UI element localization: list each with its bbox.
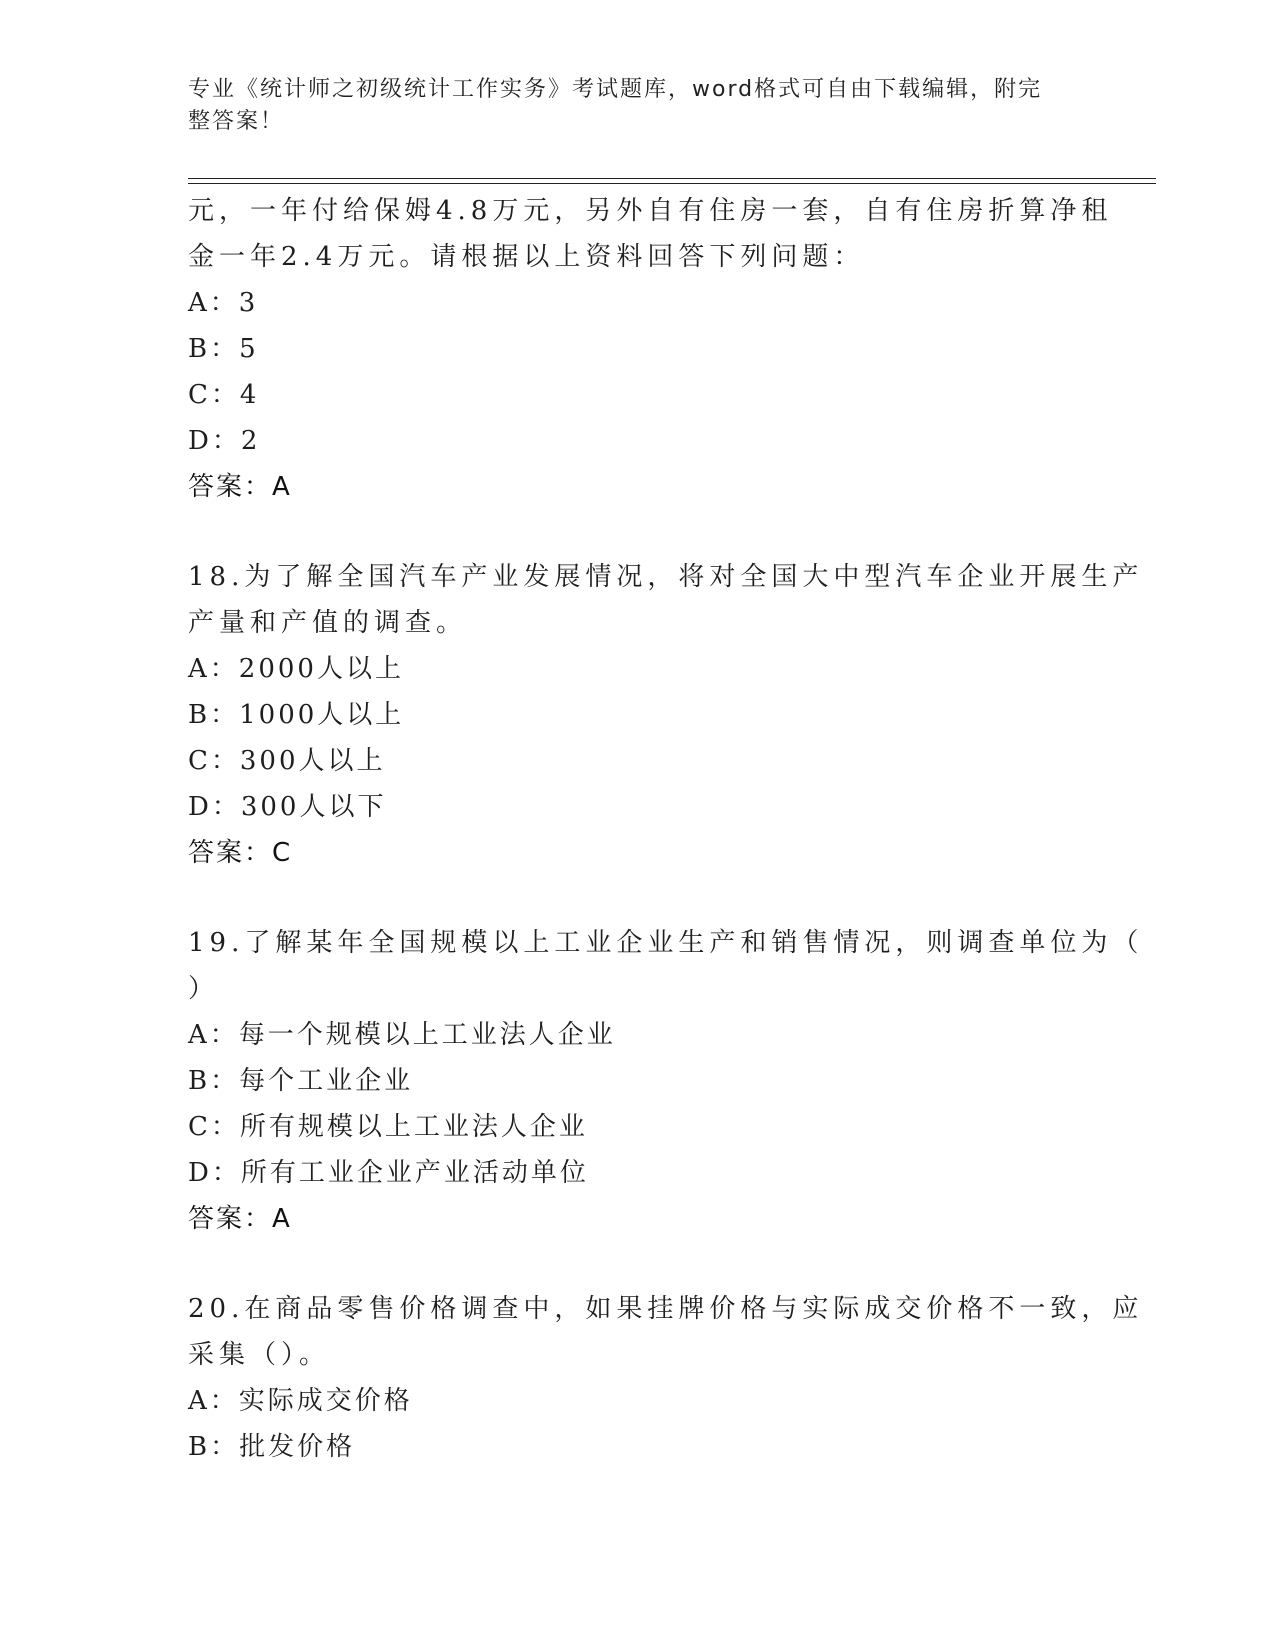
document-header	[188, 74, 1068, 138]
option-b: B：每个工业企业	[188, 1066, 414, 1096]
option-a: A：每一个规模以上工业法人企业	[188, 1020, 616, 1050]
option-b: B：1000人以上	[188, 700, 405, 730]
header-line-1: 专业《统计师之初级统计工作实务》考试题库，word格式可自由下载编辑，附完	[188, 77, 1043, 102]
question-stem-line: 20.在商品零售价格调查中，如果挂牌价格与实际成交价格不一致，应	[188, 1294, 1144, 1324]
question-20	[188, 1286, 1144, 1470]
question-stem-line: 产量和产值的调查。	[188, 608, 468, 638]
option-c: C：所有规模以上工业法人企业	[188, 1112, 588, 1142]
option-a: A：实际成交价格	[188, 1386, 413, 1416]
option-d: D：2	[188, 426, 261, 456]
option-c: C：4	[188, 380, 260, 410]
question-19	[188, 920, 1144, 1242]
question-fragment	[188, 188, 1113, 510]
option-d: D：300人以下	[188, 792, 387, 822]
option-b: B：5	[188, 334, 259, 364]
header-rule-top	[188, 178, 1156, 179]
option-a: A：2000人以上	[188, 654, 404, 684]
question-stem-line: 金一年2.4万元。请根据以上资料回答下列问题：	[188, 242, 865, 272]
option-b: B：批发价格	[188, 1432, 356, 1462]
question-list	[188, 188, 1144, 1470]
question-stem-line: 19.了解某年全国规模以上工业企业生产和销售情况，则调查单位为（	[188, 928, 1144, 958]
question-stem-line: ）	[188, 974, 220, 1004]
header-line-2: 整答案！	[188, 109, 285, 134]
question-stem-line: 采集（）。	[188, 1340, 331, 1370]
question-stem-line: 元，一年付给保姆4.8万元，另外自有住房一套，自有住房折算净租	[188, 196, 1113, 226]
header-rule-bottom	[188, 183, 1156, 184]
answer-line: 答案：A	[188, 472, 292, 502]
answer-line: 答案：A	[188, 1204, 292, 1234]
option-c: C：300人以上	[188, 746, 386, 776]
question-stem-line: 18.为了解全国汽车产业发展情况，将对全国大中型汽车企业开展生产	[188, 562, 1144, 592]
option-d: D：所有工业企业产业活动单位	[188, 1158, 589, 1188]
question-18	[188, 554, 1144, 876]
answer-line: 答案：C	[188, 838, 293, 868]
option-a: A：3	[188, 288, 259, 318]
